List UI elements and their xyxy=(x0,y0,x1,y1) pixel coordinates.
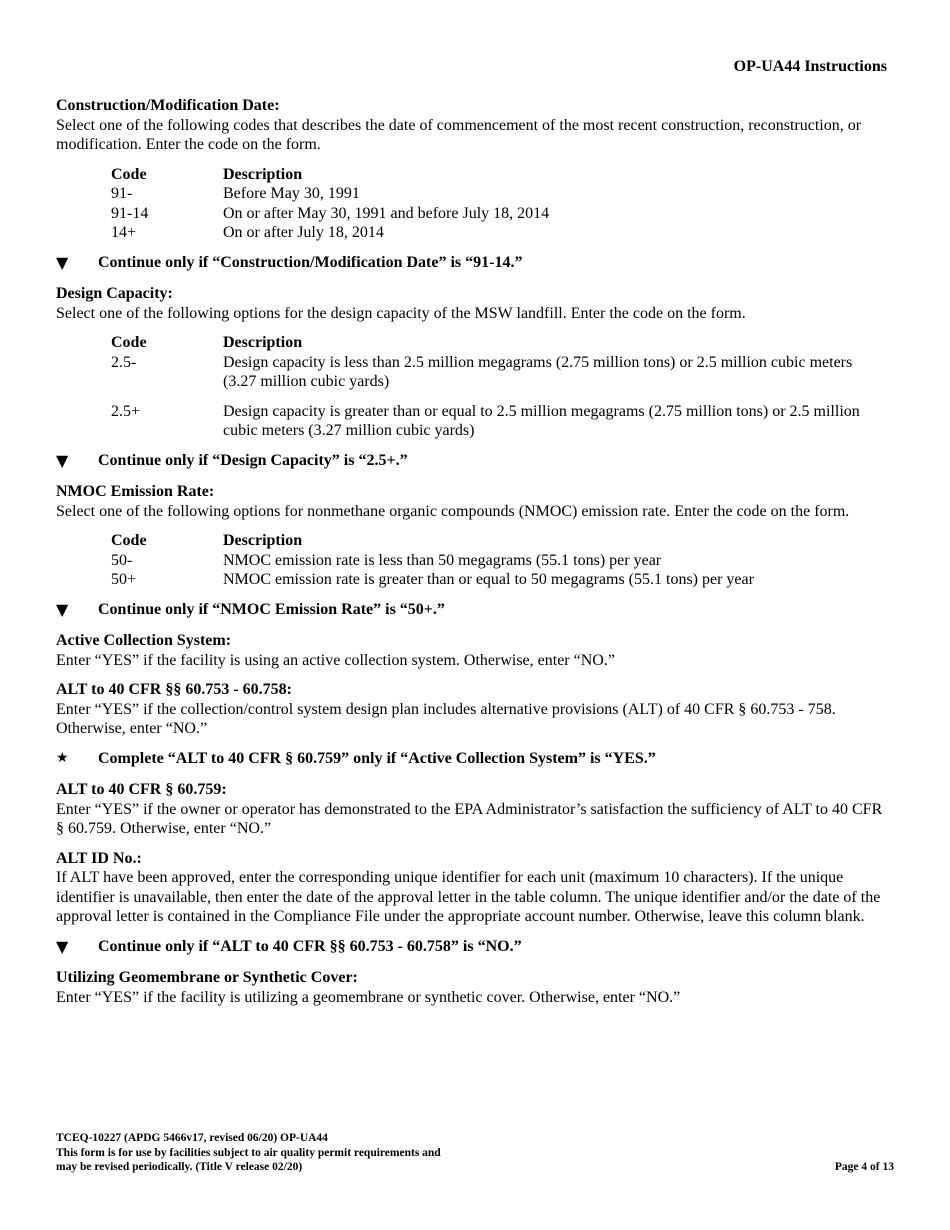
description-cell: On or after May 30, 1991 and before July 18, 2014 xyxy=(223,204,550,222)
code-column-header: Code xyxy=(111,165,147,183)
document-content xyxy=(56,96,894,1017)
code-column-header: Code xyxy=(111,532,147,549)
condition-note xyxy=(56,937,894,957)
triangle-down-icon: ▼ xyxy=(56,252,69,272)
description-cell: Design capacity is greater than or equal to 2.5 million megagrams (2.75 million tons) or 2.5 million cubic meters (3.27 million cubic yards) xyxy=(223,402,860,439)
code-cell: 14+ xyxy=(111,224,137,241)
section-title: Active Collection System: xyxy=(56,632,232,649)
construction-code-table xyxy=(111,165,863,243)
table-row xyxy=(111,353,863,402)
condition-text: Continue only if “Construction/Modification Date” is “91-14.” xyxy=(98,253,523,271)
triangle-down-icon: ▼ xyxy=(56,599,69,619)
active-collection-section xyxy=(56,631,894,670)
section-body: Enter “YES” if the owner or operator has demonstrated to the EPA Administrator’s satisfaction the sufficiency of ALT to 40 CFR § 60.759. Otherwise, enter “NO.” xyxy=(56,800,883,837)
table-header-row xyxy=(111,333,863,353)
description-column-header: Description xyxy=(223,334,303,351)
table-row xyxy=(111,204,863,224)
condition-note xyxy=(56,600,894,620)
section-title: ALT to 40 CFR § 60.759: xyxy=(56,781,227,798)
description-column-header: Description xyxy=(223,532,303,549)
description-cell: Design capacity is less than 2.5 million megagrams (2.75 million tons) or 2.5 million cubic meters (3.27 million cubic yards) xyxy=(223,353,853,390)
table-row xyxy=(111,402,863,441)
triangle-down-icon: ▼ xyxy=(56,936,69,956)
section-title: ALT ID No.: xyxy=(56,849,142,867)
code-cell: 91- xyxy=(111,185,133,202)
condition-text: Continue only if “NMOC Emission Rate” is “50+.” xyxy=(98,600,445,618)
nmoc-emission-section xyxy=(56,482,894,590)
nmoc-code-table xyxy=(111,531,863,590)
section-title: NMOC Emission Rate: xyxy=(56,483,215,500)
document-header-title: OP-UA44 Instructions xyxy=(733,58,887,75)
section-title: ALT to 40 CFR §§ 60.753 - 60.758: xyxy=(56,681,293,698)
page-number: Page 4 of 13 xyxy=(834,1161,894,1173)
construction-date-section xyxy=(56,96,894,243)
section-body: Enter “YES” if the facility is using an active collection system. Otherwise, enter “NO.” xyxy=(56,651,615,669)
condition-text: Complete “ALT to 40 CFR § 60.759” only if “Active Collection System” is “YES.” xyxy=(98,749,656,767)
document-footer xyxy=(56,1131,894,1175)
table-row xyxy=(111,551,863,571)
condition-note xyxy=(56,253,894,273)
condition-text: Continue only if “ALT to 40 CFR §§ 60.753 - 60.758” is “NO.” xyxy=(98,937,522,955)
condition-note xyxy=(56,451,894,471)
code-cell: 50+ xyxy=(111,571,137,588)
section-title: Utilizing Geomembrane or Synthetic Cover: xyxy=(56,969,358,986)
design-capacity-code-table xyxy=(111,333,863,441)
description-cell: NMOC emission rate is greater than or equal to 50 megagrams (55.1 tons) per year xyxy=(223,571,754,588)
alt-759-section xyxy=(56,780,894,839)
section-body: Select one of the following options for the design capacity of the MSW landfill. Enter the code on the form. xyxy=(56,304,746,322)
section-title: Design Capacity: xyxy=(56,285,173,302)
footer-form-id: TCEQ-10227 (APDG 5466v17, revised 06/20) OP-UA44 xyxy=(56,1132,328,1144)
section-body: Select one of the following options for nonmethane organic compounds (NMOC) emission rate. Enter the code on the form. xyxy=(56,502,850,520)
table-row xyxy=(111,223,863,243)
code-cell: 2.5- xyxy=(111,353,137,371)
footer-revision-note: may be revised periodically. (Title V release 02/20) xyxy=(56,1161,303,1173)
description-cell: Before May 30, 1991 xyxy=(223,185,360,202)
code-cell: 2.5+ xyxy=(111,402,141,420)
condition-note xyxy=(56,749,894,769)
geomembrane-section xyxy=(56,968,894,1007)
footer-usage-note: This form is for use by facilities subject to air quality permit requirements and xyxy=(56,1146,441,1159)
code-cell: 91-14 xyxy=(111,204,149,222)
section-body: If ALT have been approved, enter the corresponding unique identifier for each unit (maximum 10 characters). If the unique identifier is unavailable, then enter the date of the approval letter in the table column. The unique identifier and/or the date of the approval letter is contained in the Compliance File under the appropriate account number. Otherwise, leave this column blank. xyxy=(56,869,881,925)
code-column-header: Code xyxy=(111,334,147,351)
description-cell: On or after July 18, 2014 xyxy=(223,224,384,241)
triangle-down-icon: ▼ xyxy=(56,450,69,470)
description-cell: NMOC emission rate is less than 50 megagrams (55.1 tons) per year xyxy=(223,551,662,569)
table-row xyxy=(111,570,863,590)
section-body: Enter “YES” if the collection/control system design plan includes alternative provisions (ALT) of 40 CFR § 60.753 - 758. Otherwise, enter “NO.” xyxy=(56,700,836,737)
alt-id-section xyxy=(56,849,894,927)
design-capacity-section xyxy=(56,284,894,441)
table-header-row xyxy=(111,531,863,551)
table-row xyxy=(111,184,863,204)
section-title: Construction/Modification Date: xyxy=(56,97,280,114)
alt-753-section xyxy=(56,680,894,739)
description-column-header: Description xyxy=(223,165,303,183)
table-header-row xyxy=(111,165,863,185)
section-body: Enter “YES” if the facility is utilizing a geomembrane or synthetic cover. Otherwise, enter “NO.” xyxy=(56,988,681,1006)
section-body: Select one of the following codes that describes the date of commencement of the most recent construction, reconstruction, or modification. Enter the code on the form. xyxy=(56,116,862,153)
condition-text: Continue only if “Design Capacity” is “2.5+.” xyxy=(98,451,408,469)
star-icon: ★ xyxy=(56,749,69,766)
code-cell: 50- xyxy=(111,551,133,569)
